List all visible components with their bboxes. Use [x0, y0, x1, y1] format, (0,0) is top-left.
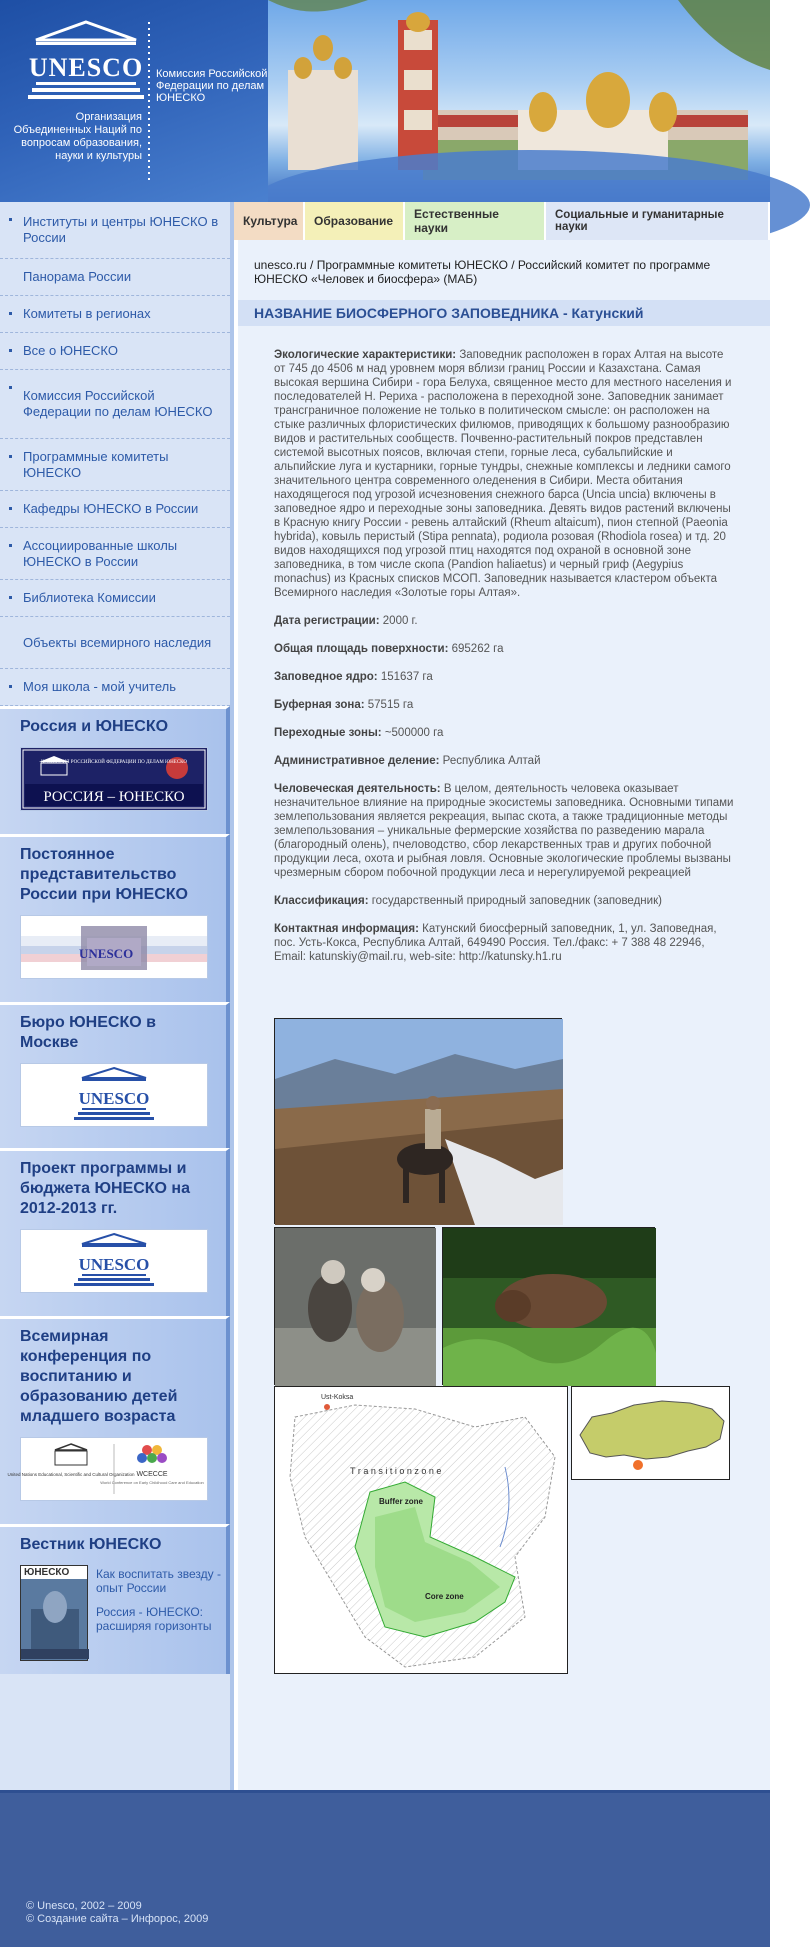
- header-commission-name: Комиссия Российской Федерации по делам ЮНЕСКО: [156, 68, 268, 104]
- permanent-mission-banner-art: [21, 916, 207, 978]
- registration-date: Дата регистрации: 2000 г.: [274, 615, 418, 627]
- page-title: НАЗВАНИЕ БИОСФЕРНОГО ЗАПОВЕДНИКА - Катунский: [238, 300, 770, 326]
- svg-text:UNESCO: UNESCO: [79, 946, 134, 961]
- permanent-mission-banner[interactable]: [20, 915, 208, 979]
- world-conference-banner-art: [7, 1438, 207, 1500]
- tab-natural-sciences[interactable]: Естественные науки: [405, 202, 546, 240]
- total-area: Общая площадь поверхности: 695262 га: [274, 643, 504, 655]
- website-link[interactable]: http://katunsky.h1.ru: [458, 951, 562, 963]
- admin-division: Административное деление: Республика Алтай: [274, 755, 541, 767]
- unesco-logo-blue: [21, 1064, 207, 1126]
- svg-text:Ust-Koksa: Ust-Koksa: [321, 1394, 354, 1401]
- svg-text:UNESCO: UNESCO: [28, 53, 144, 82]
- bulletin-link-horizons[interactable]: Россия - ЮНЕСКО: расширяя горизонты: [96, 1605, 212, 1633]
- zone-map-drawing: [275, 1387, 569, 1675]
- block-title: Вестник ЮНЕСКО: [20, 1536, 162, 1553]
- photo-bison: [442, 1227, 655, 1385]
- email-link[interactable]: katunskiy@mail.ru: [309, 951, 404, 963]
- bison-image: [443, 1228, 656, 1386]
- block-bulletin: [0, 1524, 230, 1674]
- core-area: Заповедное ядро: 151637 га: [274, 671, 433, 683]
- bulletin-cover[interactable]: [20, 1565, 88, 1661]
- svg-text:UNESCO: UNESCO: [78, 1089, 150, 1108]
- sidebar-item-world-heritage[interactable]: Объекты всемирного наследия: [0, 617, 230, 669]
- sidebar-item-regional-committees[interactable]: Комитеты в регионах: [0, 296, 230, 333]
- tab-culture[interactable]: Культура: [234, 202, 305, 240]
- block-moscow-office: [0, 1002, 230, 1148]
- block-title: Россия и ЮНЕСКО: [20, 718, 169, 735]
- svg-text:Buffer zone: Buffer zone: [379, 1497, 423, 1506]
- block-budget-draft: [0, 1148, 230, 1316]
- sidebar-item-panorama[interactable]: Панорама России: [0, 259, 230, 296]
- sidebar-item-my-school[interactable]: Моя школа - мой учитель: [0, 669, 230, 706]
- russia-unesco-banner-art: [21, 748, 207, 810]
- photo-birds: [274, 1227, 435, 1385]
- sidebar-item-commission[interactable]: Комиссия Российской Федерации по делам ЮНЕСКО: [0, 370, 230, 439]
- russia-locator-drawing: [572, 1387, 731, 1481]
- block-title: Бюро ЮНЕСКО в Москве: [20, 1014, 156, 1051]
- tab-education[interactable]: Образование: [305, 202, 405, 240]
- sidebar-nav: [0, 202, 230, 706]
- sidebar-item-associated-schools[interactable]: Ассоциированные школы ЮНЕСКО в России: [0, 528, 230, 580]
- svg-text:World Conference on Early Chil: World Conference on Early Childhood Care and Education: [100, 1480, 204, 1485]
- bulletin-cover-art: [21, 1579, 89, 1659]
- article-body: [274, 348, 736, 978]
- unesco-logo[interactable]: [28, 18, 144, 104]
- photo-horse-rider: [274, 1018, 562, 1224]
- human-activity: Человеческая деятельность: В целом, деятельность человека оказывает незначительное влияние на природные экосистемы заповедника. Основными типами землепользования является рекреация, выпас скота, а также традиционные методы землепользования – уникальные фермерские хозяйства по разведению марала (благородный олень), пчеловодство, сбор лекарственных трав и других побочной продукции леса, охота и рыбная ловля. Основные экологические проблемы вызваны чрезмерным сбором побочной продукции леса и нерегулируемой рекреацией: [274, 783, 734, 879]
- bulletin-link-star[interactable]: Как воспитать звезду - опыт России: [96, 1567, 221, 1595]
- contact-info: Контактная информация: Катунский биосферный заповедник, 1, ул. Заповедная, пос. Усть-Кокса, Республика Алтай, 649490 Россия. Тел./факс: + 7 388 48 22946, Email: katunskiy@mail.ru, web-site: http://katunsky.h1.ru: [274, 923, 717, 963]
- block-russia-unesco: [0, 706, 230, 834]
- svg-text:United Nations Educational, Sc: United Nations Educational, Scientific and Cultural Organization: [7, 1472, 135, 1477]
- birds-image: [275, 1228, 436, 1386]
- main-content: [238, 240, 770, 1790]
- world-conference-banner[interactable]: [7, 1437, 208, 1501]
- block-world-conference: [0, 1316, 230, 1524]
- unesco-logo-blue: [21, 1230, 207, 1292]
- svg-text:КОМИССИЯ РОССИЙСКОЙ ФЕДЕРАЦИИ: КОМИССИЯ РОССИЙСКОЙ ФЕДЕРАЦИИ ПО ДЕЛАМ ЮНЕСКО: [41, 760, 187, 765]
- russia-locator-map: [571, 1386, 730, 1480]
- budget-draft-banner[interactable]: [20, 1229, 208, 1293]
- header-org-name: Организация Объединенных Наций по вопросам образования, науки и культуры: [13, 111, 142, 162]
- transition-zones: Переходные зоны: ~500000 га: [274, 727, 444, 739]
- tab-social-sciences[interactable]: Социальные и гуманитарные науки: [546, 202, 770, 240]
- footer-copyright: © Unesco, 2002 – 2009: [26, 1900, 142, 1912]
- russia-unesco-banner[interactable]: [20, 747, 208, 811]
- unesco-temple-icon: [28, 18, 144, 104]
- svg-text:РОССИЯ – ЮНЕСКО: РОССИЯ – ЮНЕСКО: [43, 789, 185, 805]
- sidebar-item-chairs[interactable]: Кафедры ЮНЕСКО в России: [0, 491, 230, 528]
- section-tabs: [234, 202, 770, 240]
- classification: Классификация: государственный природный заповедник (заповедник): [274, 895, 662, 907]
- footer: [0, 1790, 770, 1947]
- svg-text:UNESCO: UNESCO: [78, 1255, 150, 1274]
- header-divider: [148, 22, 150, 184]
- bulletin-cover-title: ЮНЕСКО: [21, 1566, 87, 1579]
- sidebar-item-library[interactable]: Библиотека Комиссии: [0, 580, 230, 617]
- header: [0, 0, 770, 202]
- eco-paragraph: Экологические характеристики: Заповедник расположен в горах Алтая на высоте от 745 до 4506 м над уровнем моря вблизи границ России и Казахстана. Самая высокая вершина Сибири - гора Белуха, священное место для местного населения и последователей Н. Рериха - расположена в переходной зоне. Заповедник занимает трансграничное положение не только в политическом смысле: он расположен на стыке различных флористических филюмов, приводящих к большому разнообразию видов и растительных сообществ. Почвенно-растительный покров представлен системой высотных поясов, включая степи, горные леса, субальпийские и альпийские луга и кустарники, горные тундры, снежные комплексы и ледники самого значительного центра современного оледенения в Сибири. Места обитания находящегося под угрозой исчезновения снежного барса (Uncia uncia) включены в заповедное ядро и переходные зоны заповедника. Девять видов растений включены в Красную книгу России - ревень алтайский (Rheum altaicum), пион степной (Paeonia hybrida), ковыль перистый (Stipa pennata), родиола розовая (Rhodiola rosea) и тд. 20 видов находящихся под угрозой птиц находятся под охраной в основной зоне заповедника, в том числе скопа (Pandion haliaetus) и черный гриф (Aegypius monachus) из Красных списков МСОП. Заповедник называется кластером объекта Всемирного наследия «Золотые горы Алтая».: [274, 349, 732, 599]
- svg-text:WCECCE: WCECCE: [136, 1471, 168, 1478]
- block-title: Всемирная конференция по воспитанию и образованию детей младшего возраста: [20, 1328, 178, 1425]
- buffer-zone: Буферная зона: 57515 га: [274, 699, 414, 711]
- horse-rider-image: [275, 1019, 563, 1225]
- zone-map: [274, 1386, 568, 1674]
- block-title: Постоянное представительство России при ЮНЕСКО: [20, 846, 188, 903]
- bulletin-content: [20, 1565, 221, 1665]
- footer-credits: © Создание сайта – Инфорос, 2009: [26, 1913, 209, 1925]
- left-sidebar: [0, 202, 234, 1790]
- sidebar-item-institutes[interactable]: Институты и центры ЮНЕСКО в России: [0, 202, 230, 259]
- block-permanent-mission: [0, 834, 230, 1002]
- svg-text:T r a n s i t i o n z o n e: T r a n s i t i o n z o n e: [350, 1466, 442, 1476]
- svg-text:Core zone: Core zone: [425, 1592, 464, 1601]
- moscow-office-banner[interactable]: [20, 1063, 208, 1127]
- sidebar-item-about-unesco[interactable]: Все о ЮНЕСКО: [0, 333, 230, 370]
- block-title: Проект программы и бюджета ЮНЕСКО на 2012-2013 гг.: [20, 1160, 190, 1217]
- breadcrumb[interactable]: unesco.ru / Программные комитеты ЮНЕСКО / Российский комитет по программе ЮНЕСКО «Человек и биосфера» (МАБ): [254, 258, 711, 286]
- sidebar-item-program-committees[interactable]: Программные комитеты ЮНЕСКО: [0, 439, 230, 491]
